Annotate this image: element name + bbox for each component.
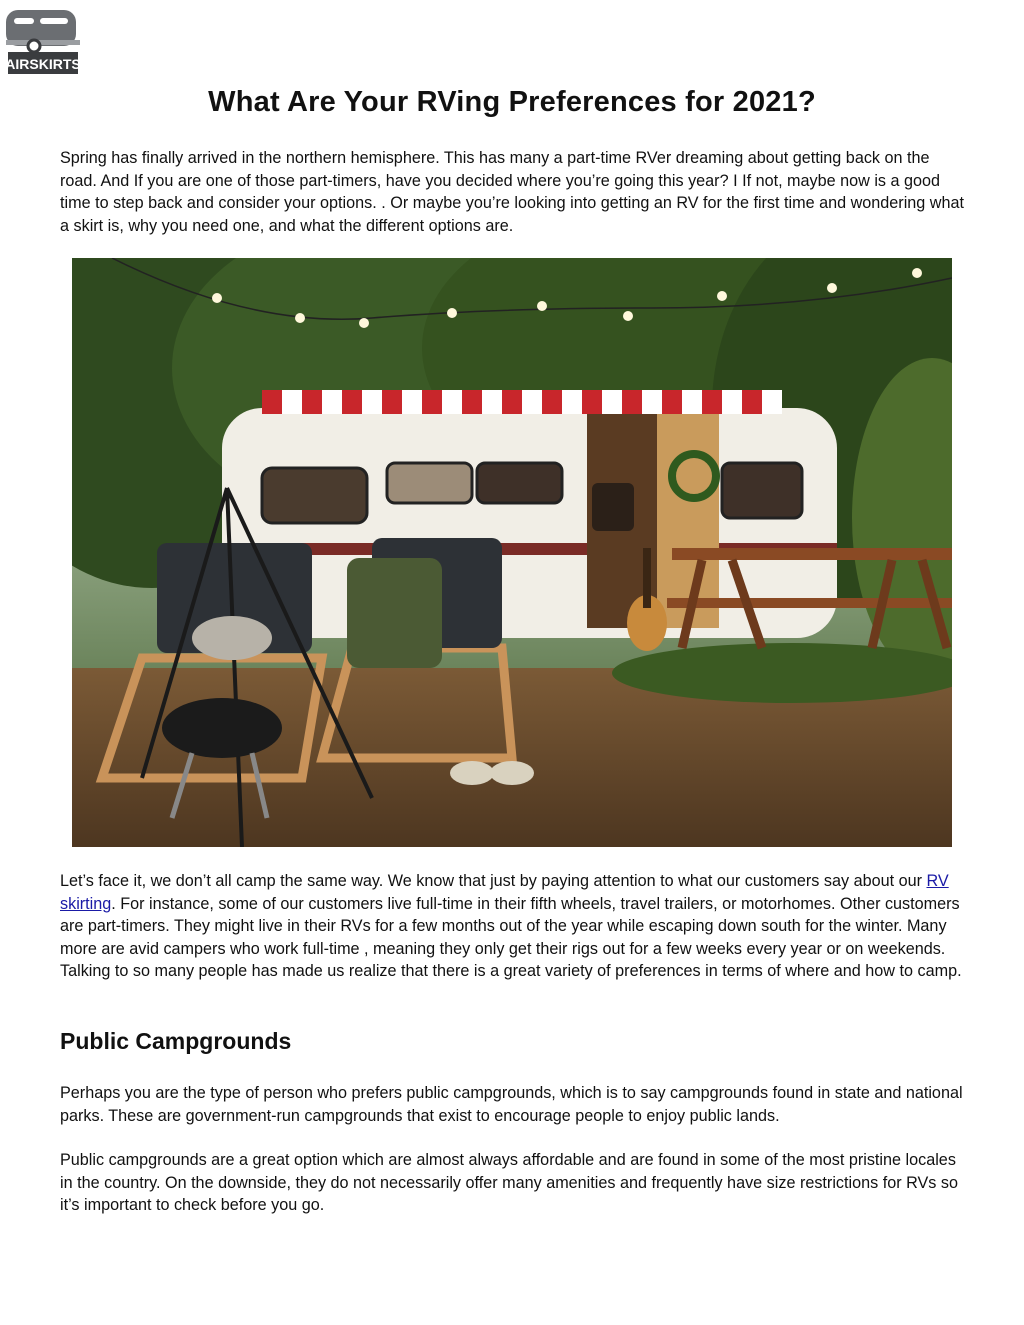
rv-campsite-image <box>72 258 952 847</box>
campsite-photo <box>72 258 952 847</box>
rv-logo-icon <box>4 8 82 76</box>
intro-paragraph: Spring has finally arrived in the northern hemisphere. This has many a part-time RVer dreaming about getting back on the road. And If you are one of those part-timers, have you decided where you’re going this year? I If not, maybe now is a good time to step back and consider your options. . Or maybe you’re looking into getting an RV for the first time and wondering what a skirt is, why you need one, and what the different options are. <box>60 149 964 235</box>
public-campgrounds-paragraph-2: Public campgrounds are a great option which are almost always affordable and are found in some of the most pristine locales in the country. On the downside, they do not necessarily offer many amenities and frequently have size restrictions for RVs so it’s important to check before you go. <box>60 1151 958 1214</box>
para2-text-end: . For instance, some of our customers live full-time in their fifth wheels, travel trailers, or motorhomes. Other customers are part-timers. They might live in their RVs for a few months out of the year while escaping down south for the winter. Many more are avid campers who work full-time , meaning they only get their rigs out for a few weeks every year or on weekends. Talking to so many people has made us realize that there is a great variety of preferences in terms of where and how to camp. <box>60 894 962 980</box>
airskirts-logo[interactable] <box>4 8 82 76</box>
section-heading-public-campgrounds: Public Campgrounds <box>60 1028 292 1054</box>
rv-skirting-link[interactable]: RV skirting <box>60 872 949 913</box>
page-title: What Are Your RVing Preferences for 2021? <box>208 86 816 118</box>
para2-text-start: Let’s face it, we don’t all camp the same way. We know that just by paying attention to what our customers say about our <box>60 872 927 890</box>
logo-text: AIRSKIRTS <box>5 56 81 72</box>
public-campgrounds-paragraph-1: Perhaps you are the type of person who prefers public campgrounds, which is to say campgrounds found in state and national parks. These are government-run campgrounds that exist to encourage people to enjoy public lands. <box>60 1084 963 1125</box>
customers-paragraph <box>60 870 970 983</box>
